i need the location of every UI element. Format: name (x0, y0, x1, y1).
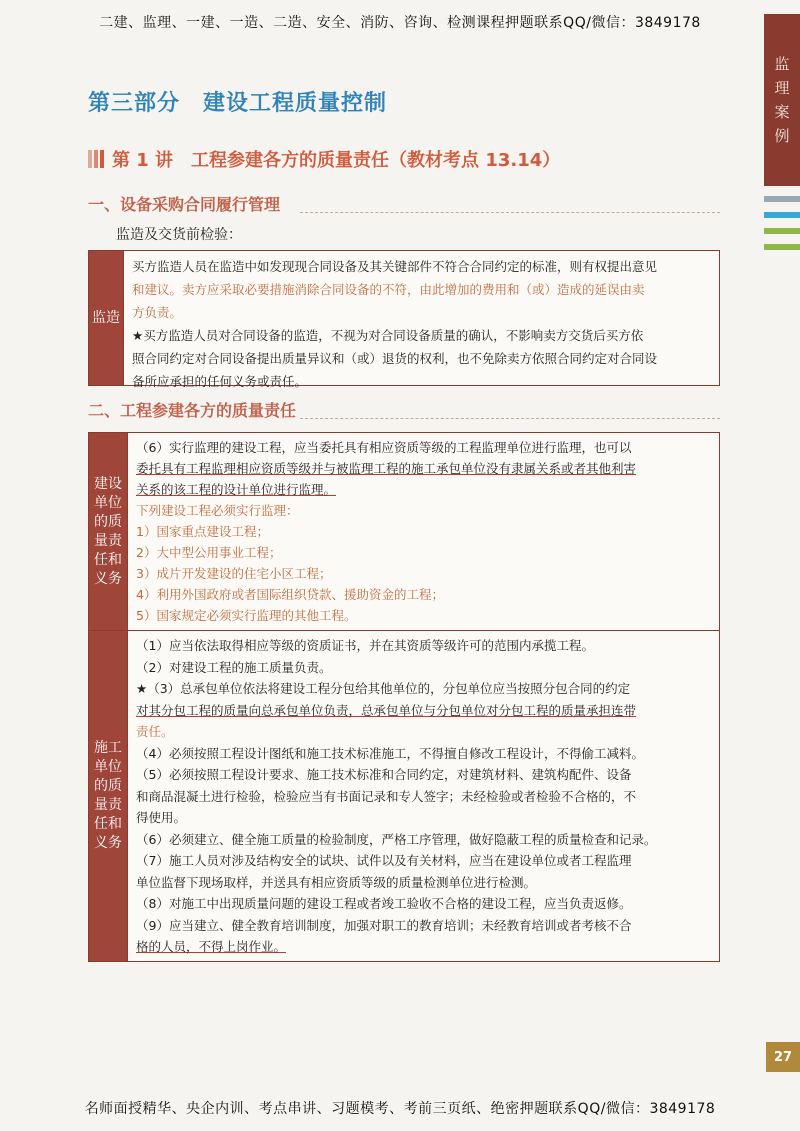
section-title: 一、设备采购合同履行管理 (88, 195, 281, 214)
text-line: 对其分包工程的质量向总承包单位负责，总承包单位与分包单位对分包工程的质量承担连带 (136, 702, 637, 718)
box-label: 监造 (89, 251, 124, 385)
text-line: 和建议。卖方应采取必要措施消除合同设备的不符，由此增加的费用和（或）造成的延误由卖 (132, 282, 645, 297)
lecture-heading (88, 146, 560, 172)
text-line: 2）大中型公用事业工程； (136, 545, 282, 560)
text-line: 备所应承担的任何义务或责任。 (132, 374, 308, 389)
side-tab-char: 监 (774, 55, 790, 73)
text-line: 委托具有工程监理相应资质等级并与被监理工程的施工承包单位没有隶属关系或者其他利害 (136, 461, 637, 476)
text-line: （7）施工人员对涉及结构安全的试块、试件以及有关材料，应当在建设单位或者工程监理 (136, 853, 632, 868)
text-line: 关系的该工程的设计单位进行监理。 (136, 482, 337, 497)
text-line: 3）成片开发建设的住宅小区工程； (136, 566, 332, 581)
text-line: （4）必须按照工程设计图纸和施工技术标准施工，不得擅自修改工程设计，不得偷工减料。 (136, 745, 644, 761)
side-bar (764, 196, 800, 202)
text-line: 下列建设工程必须实行监理： (136, 503, 299, 518)
text-line: 1）国家重点建设工程； (136, 524, 269, 539)
text-line: （2）对建设工程的施工质量负责。 (136, 659, 332, 675)
part-title: 第三部分 建设工程质量控制 (88, 91, 388, 116)
text-line: ★（3）总承包单位依法将建设工程分包给其他单位的，分包单位应当按照分包合同的约定 (136, 681, 631, 696)
box-label: 建设单位的质量责任和义务 (89, 433, 128, 631)
text-line: （8）对施工中出现质量问题的建设工程或者竣工验收不合格的建设工程，应当负责返修。 (136, 896, 632, 911)
divider (300, 418, 720, 419)
bottom-banner: 名师面授精华、央企内训、考点串讲、习题模考、考前三页纸、绝密押题联系QQ/微信：3849178 (84, 1101, 716, 1117)
bars-icon (88, 150, 104, 168)
box-body (128, 631, 719, 961)
contractor-box (88, 630, 720, 962)
text-line: 方负责。 (132, 305, 183, 320)
text-line: 4）利用外国政府或者国际组织贷款、援助资金的工程； (136, 587, 444, 602)
supervision-box (88, 250, 720, 389)
text-line: 单位监督下现场取样，并送具有相应资质等级的质量检测单位进行检测。 (136, 874, 537, 890)
box-label: 施工单位的质量责任和义务 (89, 631, 128, 961)
text-line: （9）应当建立、健全教育培训制度，加强对职工的教育培训；未经教育培训或者考核不合 (136, 917, 632, 933)
section-title: 二、工程参建各方的质量责任 (88, 401, 297, 420)
page-number: 27 (766, 1042, 800, 1072)
side-bar (764, 244, 800, 250)
box-body (124, 251, 719, 389)
text-line: ★买方监造人员对合同设备的监造，不视为对合同设备质量的确认，不影响卖方交货后买方依 (132, 328, 644, 343)
lecture-title: 第 1 讲 工程参建各方的质量责任（教材考点 13.14） (112, 150, 561, 171)
text-line: （6）实行监理的建设工程，应当委托具有相应资质等级的工程监理单位进行监理，也可以 (136, 440, 632, 455)
side-bar (764, 228, 800, 234)
side-bar (764, 212, 800, 218)
text-line: 照合同约定对合同设备提出质量异议和（或）退货的权利，也不免除卖方依照合同约定对合同设 (132, 351, 658, 366)
text-line: 得使用。 (136, 810, 187, 825)
top-banner: 二建、监理、一建、一造、二造、安全、消防、咨询、检测课程押题联系QQ/微信：3849178 (99, 15, 701, 31)
text-line: 买方监造人员在监造中如发现现合同设备及其关键部件不符合合同约定的标准，则有权提出意见 (132, 259, 658, 274)
text-line: （5）必须按照工程设计要求、施工技术标准和合同约定，对建筑材料、建筑构配件、设备 (136, 767, 632, 782)
text-line: 和商品混凝土进行检验，检验应当有书面记录和专人签字；未经检验或者检验不合格的，不 (136, 788, 637, 804)
side-tab-char: 理 (774, 79, 790, 97)
sub-label: 监造及交货前检验： (116, 227, 242, 243)
text-line: （6）必须建立、健全施工质量的检验制度，严格工序管理，做好隐蔽工程的质量检查和记录。 (136, 831, 657, 847)
side-tab-char: 案 (774, 103, 790, 121)
box-body (128, 433, 719, 631)
divider (300, 212, 720, 213)
text-line: 格的人员，不得上岗作业。 (136, 939, 287, 954)
text-line: （1）应当依法取得相应等级的资质证书，并在其资质等级许可的范围内承揽工程。 (136, 638, 594, 653)
builder-box (88, 432, 720, 632)
side-tab (764, 14, 800, 186)
text-line: 5）国家规定必须实行监理的其他工程。 (136, 608, 357, 623)
side-tab-char: 例 (774, 127, 790, 145)
text-line: 责任。 (136, 724, 174, 739)
